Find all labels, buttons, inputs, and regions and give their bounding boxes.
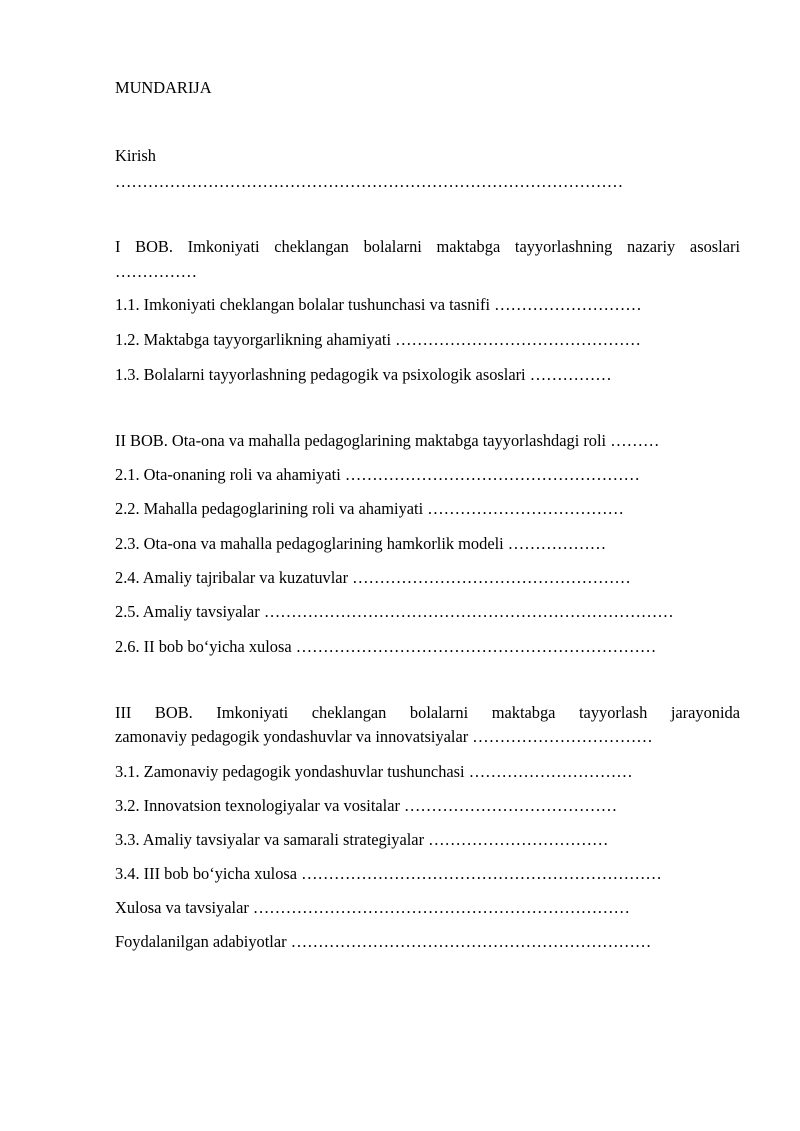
toc-entry-2-3: 2.3. Ota-ona va mahalla pedagoglarining hamkorlik modeli ……………… bbox=[115, 534, 607, 553]
toc-chapter-3-heading-cont: zamonaviy pedagogik yondashuvlar va innovatsiyalar …………………………… bbox=[115, 727, 653, 746]
toc-entry-2-4: 2.4. Amaliy tajribalar va kuzatuvlar …………………………………………… bbox=[115, 568, 631, 587]
toc-chapter-3-heading: III BOB. Imkoniyati cheklangan bolalarni maktabga tayyorlash jarayonida bbox=[115, 703, 740, 722]
toc-entry-3-1: 3.1. Zamonaviy pedagogik yondashuvlar tushunchasi ………………………… bbox=[115, 762, 633, 781]
toc-entry-3-4: 3.4. III bob bo‘yicha xulosa ………………………………………………………… bbox=[115, 864, 662, 883]
toc-entry-1-1: 1.1. Imkoniyati cheklangan bolalar tushunchasi va tasnifi ……………………… bbox=[115, 295, 642, 314]
toc-entry-3-3: 3.3. Amaliy tavsiyalar va samarali strategiyalar …………………………… bbox=[115, 830, 609, 849]
toc-entry-2-2: 2.2. Mahalla pedagoglarining roli va ahamiyati ……………………………… bbox=[115, 499, 624, 518]
toc-entry-2-6: 2.6. II bob bo‘yicha xulosa ………………………………………………………… bbox=[115, 637, 657, 656]
toc-entry-conclusion: Xulosa va tavsiyalar …………………………………………………………… bbox=[115, 898, 630, 917]
toc-entry-2-5: 2.5. Amaliy tavsiyalar ………………………………………………………………… bbox=[115, 602, 674, 621]
toc-chapter-2-heading: II BOB. Ota-ona va mahalla pedagoglarining maktabga tayyorlashdagi roli ……… bbox=[115, 431, 660, 450]
page-title: MUNDARIJA bbox=[115, 78, 212, 97]
toc-entry-intro: Kirish bbox=[115, 146, 156, 165]
toc-chapter-1-leader: …………… bbox=[115, 262, 197, 281]
toc-entry-references: Foydalanilgan adabiyotlar ………………………………………………………… bbox=[115, 932, 652, 951]
toc-entry-1-3: 1.3. Bolalarni tayyorlashning pedagogik va psixologik asoslari …………… bbox=[115, 365, 612, 384]
toc-leader-intro: ………………………………………………………………………………… bbox=[115, 172, 624, 191]
toc-entry-3-2: 3.2. Innovatsion texnologiyalar va vositalar ………………………………… bbox=[115, 796, 618, 815]
toc-entry-1-2: 1.2. Maktabga tayyorgarlikning ahamiyati ……………………………………… bbox=[115, 330, 641, 349]
toc-chapter-1-heading: I BOB. Imkoniyati cheklangan bolalarni maktabga tayyorlashning nazariy asoslari bbox=[115, 237, 740, 256]
toc-entry-2-1: 2.1. Ota-onaning roli va ahamiyati ……………………………………………… bbox=[115, 465, 640, 484]
